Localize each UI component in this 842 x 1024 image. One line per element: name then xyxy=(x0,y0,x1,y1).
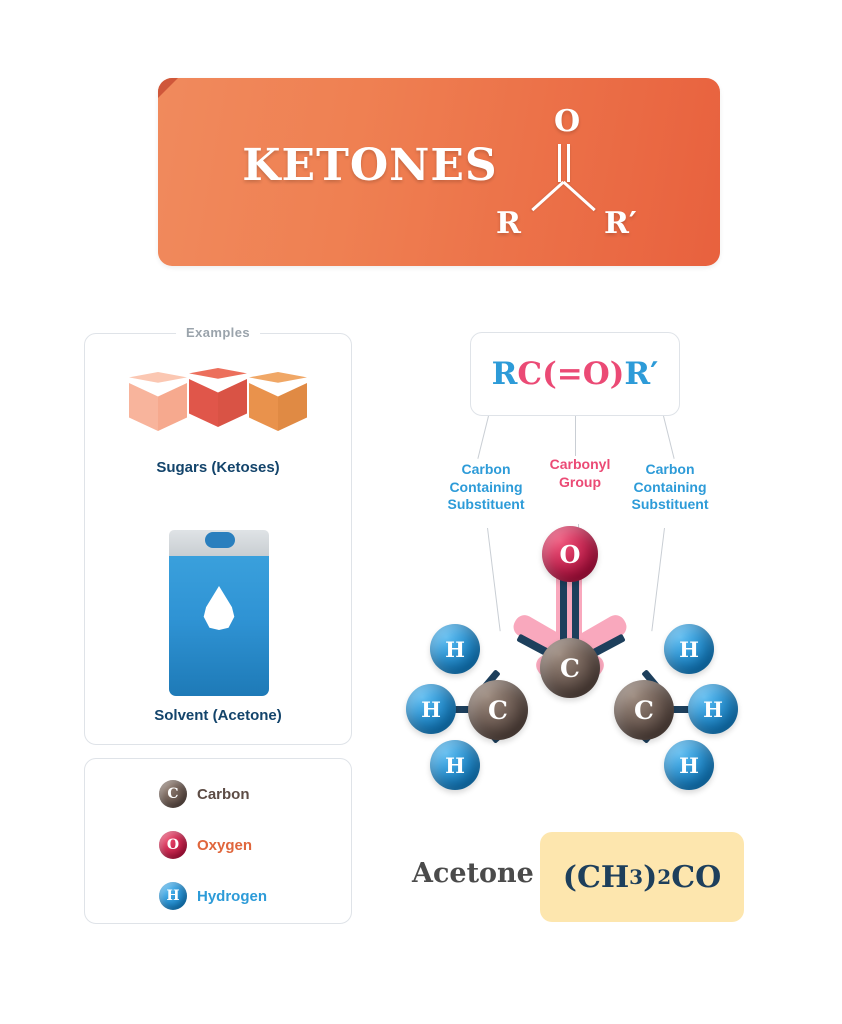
callout-right-line-1: Carbon xyxy=(645,461,695,477)
callout-left-line-3: Substituent xyxy=(447,496,525,512)
atom-carbon-center: C xyxy=(540,638,600,698)
compound-name-label: Acetone xyxy=(412,858,534,889)
atom-hydrogen-left-mid: H xyxy=(406,684,456,734)
legend-label-carbon: Carbon xyxy=(197,785,250,803)
legend-item-oxygen xyxy=(159,831,252,859)
callout-right-line-2: Containing xyxy=(633,478,707,495)
acetone-formula-subscript-2: 2 xyxy=(657,865,672,889)
callout-left-line-1: Carbon xyxy=(461,461,511,477)
formula-part-r-prime: R′ xyxy=(624,356,659,392)
atom-hydrogen-right-mid: H xyxy=(688,684,738,734)
oxygen-atom-icon: O xyxy=(159,831,187,859)
jerrycan-cap xyxy=(205,532,235,548)
acetone-formula-box xyxy=(540,832,744,922)
callout-right-substituent xyxy=(604,461,736,514)
atom-hydrogen-left-bottom: H xyxy=(430,740,480,790)
acetone-molecule-diagram xyxy=(392,520,752,810)
hydrogen-atom-icon: H xyxy=(159,882,187,910)
banner-bond-left xyxy=(531,181,564,211)
atom-hydrogen-right-bottom: H xyxy=(664,740,714,790)
legend-item-hydrogen xyxy=(159,882,267,910)
banner-r-prime-label: R′ xyxy=(604,206,637,241)
example-label-sugars: Sugars (Ketoses) xyxy=(156,459,280,476)
sugar-cube-icon xyxy=(189,368,247,432)
legend-label-hydrogen: Hydrogen xyxy=(197,887,268,905)
acetone-formula-prefix: (CH xyxy=(562,859,630,895)
legend-item-carbon xyxy=(159,780,250,808)
atom-oxygen-top: O xyxy=(542,526,598,582)
banner-double-bond-line-1 xyxy=(558,144,561,182)
banner-double-bond-line-2 xyxy=(567,144,570,182)
sugar-cube-icon xyxy=(129,372,187,436)
page-title: KETONES xyxy=(242,140,498,191)
leader-line-left-top xyxy=(477,416,489,459)
sugar-cubes-icon xyxy=(85,368,351,448)
leader-line-middle-top xyxy=(575,416,576,456)
banner-r-label: R xyxy=(496,206,521,241)
banner-oxygen-label: O xyxy=(554,104,581,139)
atom-hydrogen-right-top: H xyxy=(664,624,714,674)
general-formula-box xyxy=(470,332,680,416)
formula-part-r: R xyxy=(491,356,518,392)
callout-right-line-3: Substituent xyxy=(631,496,709,512)
examples-panel xyxy=(84,325,352,745)
formula-part-carbonyl: (=O) xyxy=(542,356,625,392)
acetone-formula-tail: CO xyxy=(671,859,722,895)
atom-carbon-right: C xyxy=(614,680,674,740)
leader-line-right-top xyxy=(663,416,675,459)
atom-hydrogen-left-top: H xyxy=(430,624,480,674)
example-label-solvent: Solvent (Acetone) xyxy=(154,707,282,724)
jerrycan-icon xyxy=(169,530,269,696)
legend-label-oxygen: Oxygen xyxy=(197,836,253,854)
banner-bond-right xyxy=(562,181,595,211)
formula-part-c: C xyxy=(517,356,543,392)
acetone-formula-subscript: 3 xyxy=(629,865,644,889)
callout-left-line-2: Containing xyxy=(449,478,523,495)
callout-middle-line-1: Carbonyl xyxy=(549,456,611,472)
examples-panel-legend: Examples xyxy=(176,325,260,340)
carbon-atom-icon: C xyxy=(159,780,187,808)
atom-carbon-left: C xyxy=(468,680,528,740)
atom-legend-panel xyxy=(84,758,352,924)
callout-middle-line-2: Group xyxy=(559,473,601,490)
sugar-cube-icon xyxy=(249,372,307,436)
banner-structural-formula xyxy=(490,104,660,244)
acetone-formula-suffix: ) xyxy=(643,859,658,895)
